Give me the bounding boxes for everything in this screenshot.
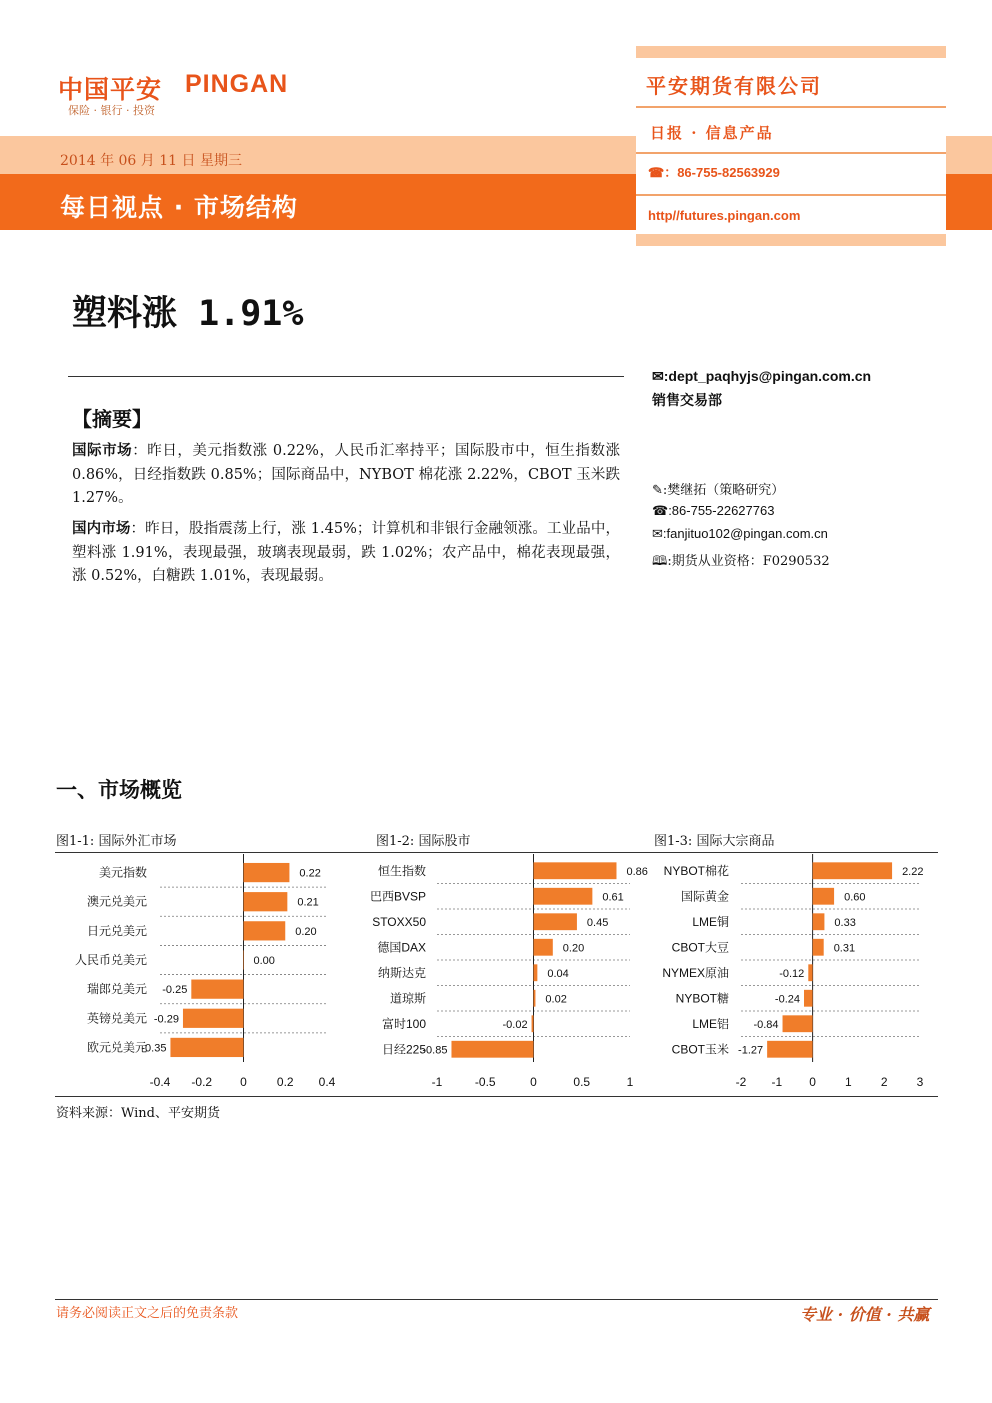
value-label: -0.84	[753, 1018, 779, 1031]
category-label: LME铜	[692, 914, 729, 929]
bar	[191, 980, 243, 999]
footer-rule	[55, 1299, 938, 1300]
category-label: NYBOT棉花	[663, 863, 729, 878]
value-label: -1.27	[738, 1044, 764, 1057]
author-email[interactable]: ✉:fanjituo102@pingan.com.cn	[652, 526, 828, 541]
bar	[813, 862, 892, 879]
bar	[804, 990, 813, 1007]
chart-commodities	[662, 854, 923, 1089]
value-label: 0.60	[844, 891, 866, 904]
logo-tagline: 保险 · 银行 · 投资	[68, 104, 155, 117]
disclaimer-link[interactable]: 请务必阅读正文之后的免责条款	[56, 1306, 239, 1321]
category-label: STOXX50	[372, 914, 426, 929]
tick-label: 2	[880, 1075, 888, 1089]
domestic-market-label: 国内市场	[72, 521, 131, 537]
bar	[767, 1041, 812, 1058]
value-label: -0.35	[141, 1042, 167, 1055]
chart-title-commodities: 图1-3: 国际大宗商品	[654, 834, 775, 849]
value-label: 0.86	[626, 865, 648, 878]
bar	[534, 862, 617, 879]
report-date: 2014 年 06 月 11 日 星期三	[60, 153, 242, 169]
bar	[808, 964, 812, 981]
value-label: 0.00	[253, 955, 275, 967]
bar	[534, 913, 577, 930]
bar	[244, 892, 288, 911]
category-label: 日元兑美元	[86, 923, 147, 938]
author-name: ✎:樊继拓（策略研究）	[652, 483, 785, 498]
tick-label: -0.5	[474, 1075, 496, 1089]
category-label: 恒生指数	[377, 863, 426, 878]
dept-email[interactable]: ✉:dept_paqhyjs@pingan.com.cn	[652, 368, 872, 384]
bar	[244, 950, 245, 969]
chart-title-stocks: 图1-2: 国际股市	[376, 834, 471, 849]
value-label: -0.12	[779, 967, 805, 980]
chart-bottom-rule	[55, 1096, 938, 1097]
category-label: 欧元兑美元	[86, 1040, 147, 1055]
dept-name: 销售交易部	[652, 393, 722, 409]
value-label: 0.20	[295, 925, 317, 938]
value-label: -0.29	[153, 1013, 179, 1026]
value-label: -0.24	[774, 993, 801, 1006]
bar	[534, 964, 538, 981]
category-label: 美元指数	[98, 865, 147, 880]
bar	[534, 939, 553, 956]
category-label: CBOT大豆	[671, 940, 729, 955]
bar	[244, 863, 290, 882]
value-label: 0.20	[562, 942, 585, 955]
author-phone: ☎:86-755-22627763	[652, 503, 775, 518]
bar	[783, 1015, 813, 1032]
value-label: 0.22	[299, 867, 321, 880]
tick-label: 0	[530, 1075, 537, 1089]
tick-label: 3	[916, 1075, 924, 1089]
bar	[813, 888, 834, 905]
tick-label: -0.2	[191, 1075, 213, 1089]
category-label: CBOT玉米	[671, 1042, 729, 1057]
value-label: -0.85	[422, 1044, 448, 1057]
category-label: NYBOT糖	[675, 991, 729, 1006]
value-label: -0.02	[502, 1018, 528, 1031]
section-title: 每日视点 · 市场结构	[60, 193, 298, 222]
value-label: 0.21	[297, 896, 319, 909]
overview-title: 一、市场概览	[56, 778, 182, 802]
intl-market-text: ：昨日，美元指数涨 0.22%，人民币汇率持平；国际股市中，恒生指数涨 0.86%，日经指数跌 0.85%；国际商品中，NYBOT 棉花涨 2.22%，CBOT 玉米跌 1.27%。	[72, 443, 621, 506]
tick-label: -0.4	[149, 1075, 171, 1089]
company-name: 平安期货有限公司	[646, 74, 822, 98]
category-label: 国际黄金	[680, 889, 729, 904]
value-label: 0.61	[602, 891, 624, 904]
tick-label: 0.5	[573, 1075, 591, 1089]
bar	[451, 1041, 533, 1058]
value-label: 0.33	[834, 916, 856, 929]
category-label: 英镑兑美元	[86, 1011, 147, 1026]
category-label: 人民币兑美元	[74, 953, 147, 967]
bar	[532, 1015, 534, 1032]
value-label: 0.04	[547, 967, 569, 980]
tick-label: -1	[771, 1075, 783, 1089]
author-license: 🕮:期货从业资格：F0290532	[652, 554, 830, 569]
value-label: 0.02	[545, 993, 567, 1006]
intl-market-label: 国际市场	[72, 443, 133, 459]
category-label: NYMEX原油	[662, 965, 729, 980]
category-label: 澳元兑美元	[86, 894, 147, 909]
bar	[813, 939, 824, 956]
category-label: 纳斯达克	[377, 965, 426, 980]
value-label: -0.25	[162, 984, 188, 997]
category-label: LME铝	[692, 1016, 729, 1031]
company-phone: ☎：86-755-82563929	[648, 165, 780, 180]
summary-title: 【摘要】	[72, 407, 152, 431]
tick-label: 0.4	[318, 1075, 336, 1089]
tick-label: -1	[431, 1075, 443, 1089]
product-line: 日报 · 信息产品	[650, 124, 774, 142]
category-label: 富时100	[381, 1016, 426, 1031]
category-label: 德国DAX	[377, 940, 426, 955]
domestic-market-text: ：昨日，股指震荡上行，涨 1.45%；计算机和非银行金融领涨。工业品中，塑料涨 1.91%，表现最强，玻璃表现最弱，跌 1.02%；农产品中，棉花表现最强，涨 0.52%，白糖跌 1.01%，表现最弱。	[72, 521, 621, 584]
tick-label: 0	[240, 1075, 247, 1089]
chart-stocks	[370, 854, 648, 1089]
value-label: 2.22	[902, 865, 924, 878]
tick-label: 1	[845, 1075, 852, 1089]
logo-chinese: 中国平安	[58, 75, 163, 104]
chart-fx	[75, 854, 336, 1089]
tick-label: 1	[626, 1075, 634, 1089]
tick-label: 0.2	[276, 1075, 294, 1089]
bar	[534, 888, 593, 905]
bar	[183, 1009, 244, 1028]
value-label: 0.31	[833, 942, 856, 955]
category-label: 道琼斯	[389, 991, 426, 1006]
chart-title-fx: 图1-1: 国际外汇市场	[56, 834, 177, 849]
category-label: 瑞郎兑美元	[86, 982, 147, 997]
logo-english: PINGAN	[185, 70, 289, 98]
bar	[534, 990, 536, 1007]
tick-label: -2	[735, 1075, 747, 1089]
company-url[interactable]: http//futures.pingan.com	[648, 208, 801, 223]
bar	[244, 921, 286, 940]
tick-label: 0	[809, 1075, 816, 1089]
bar	[813, 913, 825, 930]
footer-slogan: 专业 · 价值 · 共赢	[800, 1305, 930, 1324]
value-label: 0.45	[586, 916, 609, 929]
headline: 塑料涨 1.91%	[72, 294, 304, 334]
category-label: 日经225	[381, 1042, 426, 1057]
data-source: 资料来源：Wind、平安期货	[56, 1106, 220, 1121]
bar	[170, 1038, 243, 1057]
category-label: 巴西BVSP	[369, 889, 426, 904]
